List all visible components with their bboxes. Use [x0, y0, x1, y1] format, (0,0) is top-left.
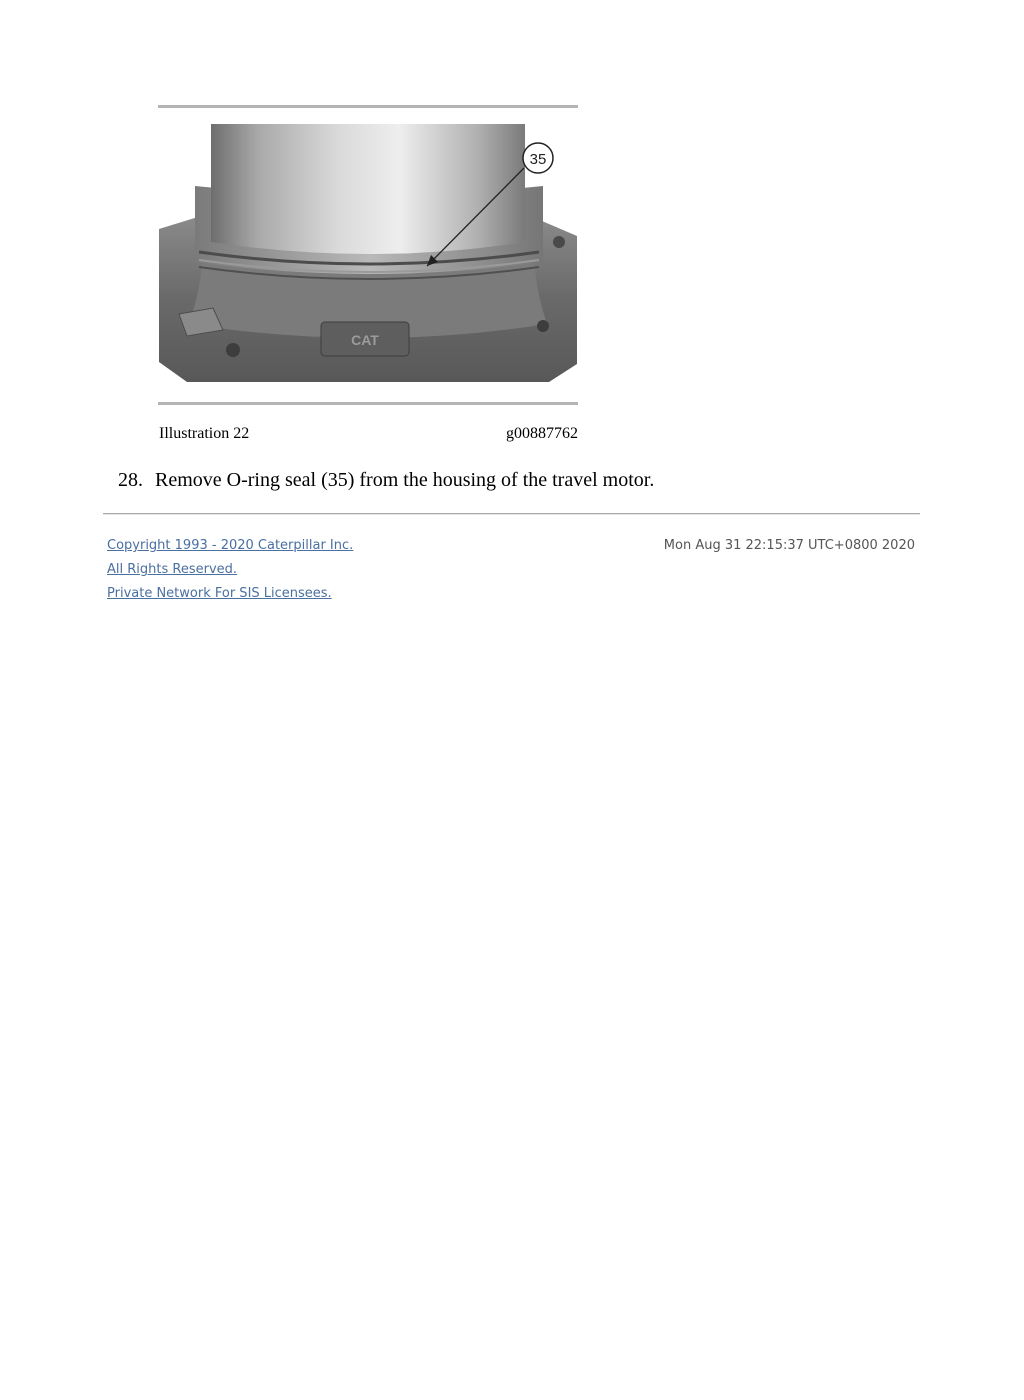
- callout-label: 35: [529, 151, 547, 168]
- private-network-link[interactable]: Private Network For SIS Licensees.: [107, 586, 332, 601]
- illustration-caption: Illustration 22: [159, 425, 250, 442]
- footer-divider: [103, 513, 920, 514]
- step-number: 28.: [118, 469, 143, 491]
- rights-reserved-link[interactable]: All Rights Reserved.: [107, 562, 238, 577]
- travel-motor-housing-photo: [159, 124, 577, 382]
- procedure-step: [118, 469, 654, 492]
- timestamp: Mon Aug 31 22:15:37 UTC+0800 2020: [663, 538, 915, 553]
- illustration-id: g00887762: [506, 425, 578, 442]
- copyright-link[interactable]: Copyright 1993 - 2020 Caterpillar Inc.: [107, 538, 354, 553]
- figure-top-rule: [158, 105, 578, 108]
- step-text: Remove O-ring seal (35) from the housing of the travel motor.: [155, 469, 655, 491]
- svg-text:CAT: CAT: [351, 332, 379, 348]
- figure-bottom-rule: [158, 402, 578, 405]
